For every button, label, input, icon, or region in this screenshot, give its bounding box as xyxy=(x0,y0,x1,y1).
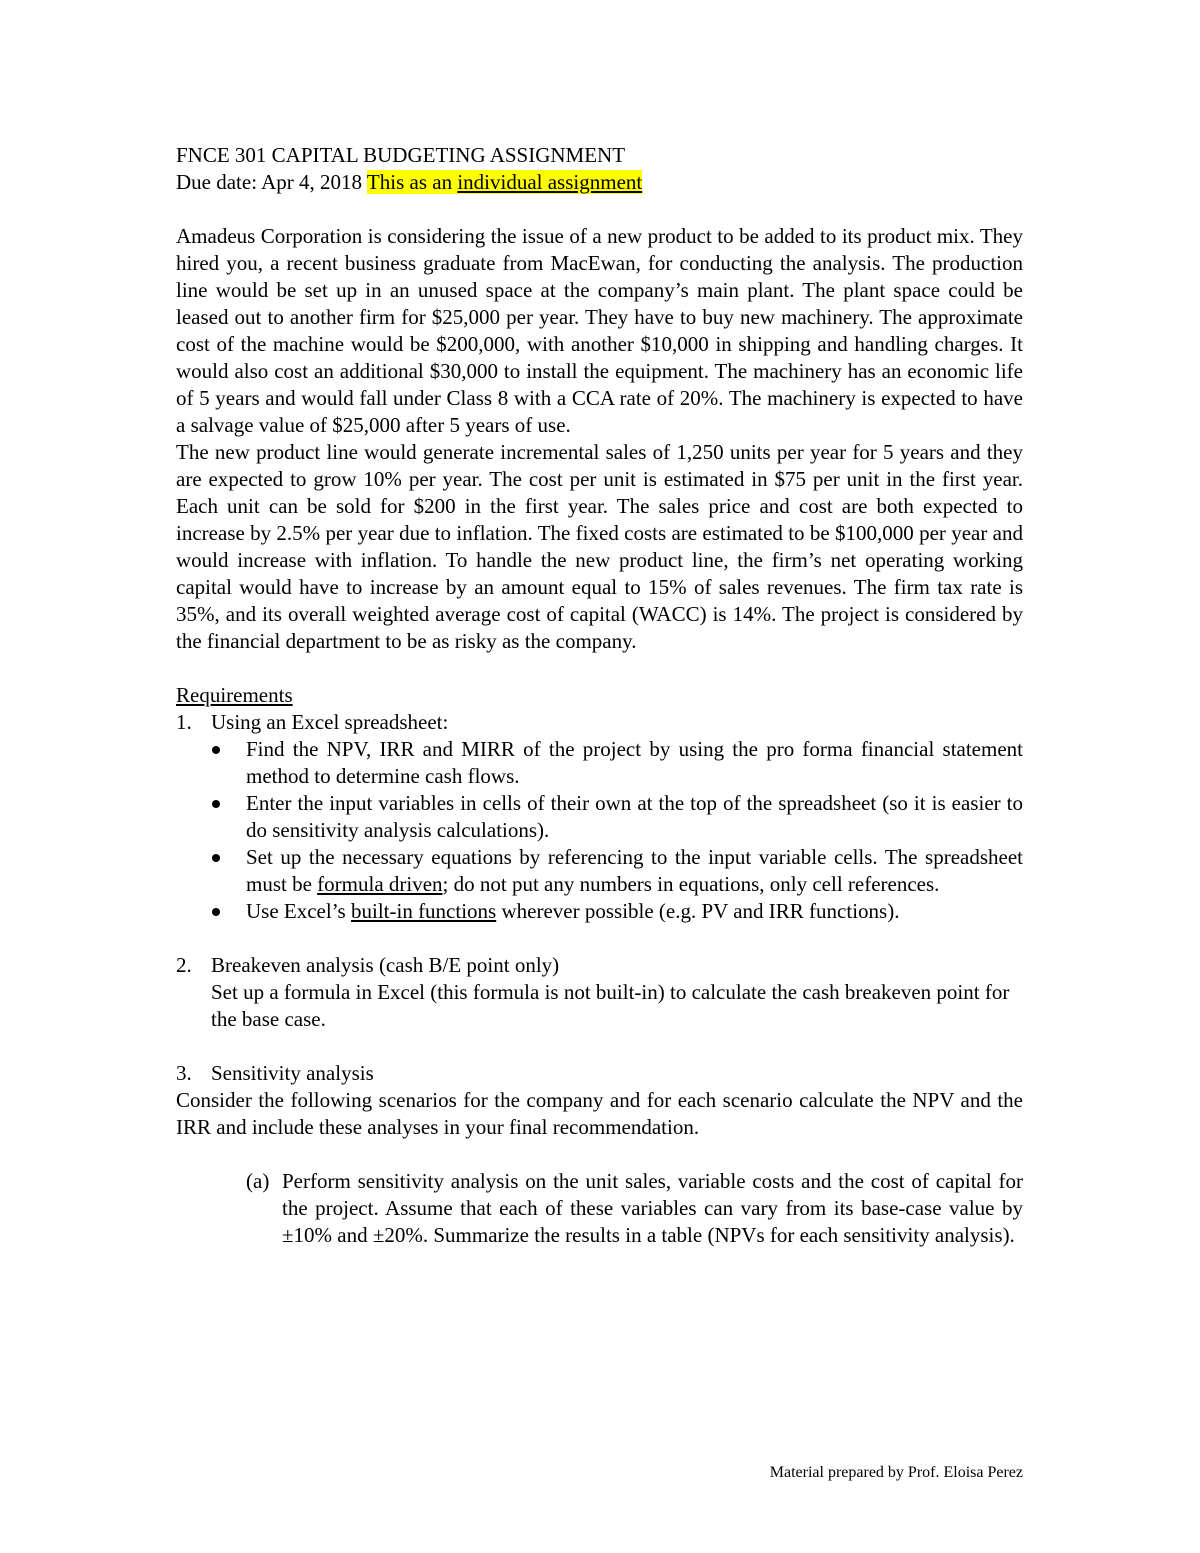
individual-assignment-underlined: individual assignment xyxy=(457,170,643,194)
list-item xyxy=(211,844,1023,898)
document-title: FNCE 301 CAPITAL BUDGETING ASSIGNMENT xyxy=(176,143,626,167)
requirements-heading: Requirements xyxy=(176,683,293,707)
requirement-2-number: 2. xyxy=(176,953,192,977)
list-item xyxy=(211,898,1023,925)
spacer xyxy=(176,196,1023,223)
bullet-text: Find the NPV, IRR and MIRR of the project by using the pro forma financial statement method to determine cash flows. xyxy=(246,737,1023,788)
list-item xyxy=(211,736,1023,790)
requirement-3-number: 3. xyxy=(176,1061,192,1085)
spacer xyxy=(176,655,1023,682)
footer-credit: Material prepared by Prof. Eloisa Perez xyxy=(769,1464,1023,1481)
due-date-line xyxy=(176,169,1023,196)
bullet-text: Enter the input variables in cells of their own at the top of the spreadsheet (so it is easier to do sensitivity analysis calculations). xyxy=(246,791,1023,842)
requirement-1-title: Using an Excel spreadsheet: xyxy=(211,710,449,734)
requirement-3a-text: Perform sensitivity analysis on the unit sales, variable costs and the cost of capital for the project. Assume that each of these variables can vary from its base-case value by ±10% and ±20%. Summarize the results in a table (NPVs for each sensitivity analysis). xyxy=(282,1169,1023,1247)
due-date: Due date: Apr 4, 2018 xyxy=(176,170,363,194)
built-in-functions-underlined: built-in functions xyxy=(350,899,497,923)
requirement-2-title: Breakeven analysis (cash B/E point only) xyxy=(211,953,560,977)
bullet-icon xyxy=(211,790,246,844)
requirement-3-body: Consider the following scenarios for the company and for each scenario calculate the NPV and the IRR and include these analyses in your final recommendation. xyxy=(176,1088,1023,1139)
spacer xyxy=(176,925,1023,952)
bullet-icon xyxy=(211,898,246,925)
requirement-3 xyxy=(176,1060,1023,1087)
requirement-3a xyxy=(176,1168,1023,1249)
bullet-text: Set up the necessary equations by referencing to the input variable cells. The spreadsheet must be formula driven; do not put any numbers in equations, only cell references. xyxy=(246,845,1023,896)
bullet-icon xyxy=(211,736,246,790)
requirement-3a-label: (a) xyxy=(246,1169,270,1193)
intro-paragraph-2: The new product line would generate incremental sales of 1,250 units per year for 5 years and they are expected to grow 10% per year. The cost per unit is estimated in $75 per unit in the first year. Each unit can be sold for $200 in the first year. The sales price and cost are both expected to increase by 2.5% per year due to inflation. The fixed costs are estimated to be $100,000 per year and would increase with inflation. To handle the new product line, the firm’s net operating working capital would have to increase by an amount equal to 15% of sales revenues. The firm tax rate is 35%, and its overall weighted average cost of capital (WACC) is 14%. The project is considered by the financial department to be as risky as the company. xyxy=(176,440,1023,653)
requirement-2-body: Set up a formula in Excel (this formula is not built-in) to calculate the cash breakeven point for the base case. xyxy=(211,980,1010,1031)
requirement-2 xyxy=(176,952,1023,979)
requirement-1-bullets xyxy=(176,736,1023,925)
formula-driven-underlined: formula driven xyxy=(317,872,443,896)
intro-paragraph-1: Amadeus Corporation is considering the issue of a new product to be added to its product mix. They hired you, a recent business graduate from MacEwan, for conducting the analysis. The production line would be set up in an unused space at the company’s main plant. The plant space could be leased out to another firm for $25,000 per year. They have to buy new machinery. The approximate cost of the machine would be $200,000, with another $10,000 in shipping and handling charges. It would also cost an additional $30,000 to install the equipment. The machinery has an economic life of 5 years and would fall under Class 8 with a CCA rate of 20%. The machinery is expected to have a salvage value of $25,000 after 5 years of use. xyxy=(176,224,1023,437)
individual-assignment-highlight: This as an individual assignment xyxy=(366,170,643,194)
spacer xyxy=(176,1033,1023,1060)
requirement-3-title: Sensitivity analysis xyxy=(211,1061,374,1085)
document-page xyxy=(176,142,1023,1249)
bullet-text: Use Excel’s built-in functions wherever possible (e.g. PV and IRR functions). xyxy=(246,899,900,923)
list-item xyxy=(211,790,1023,844)
requirement-1 xyxy=(176,709,1023,736)
spacer xyxy=(176,1141,1023,1168)
requirement-1-number: 1. xyxy=(176,710,192,734)
bullet-icon xyxy=(211,844,246,898)
